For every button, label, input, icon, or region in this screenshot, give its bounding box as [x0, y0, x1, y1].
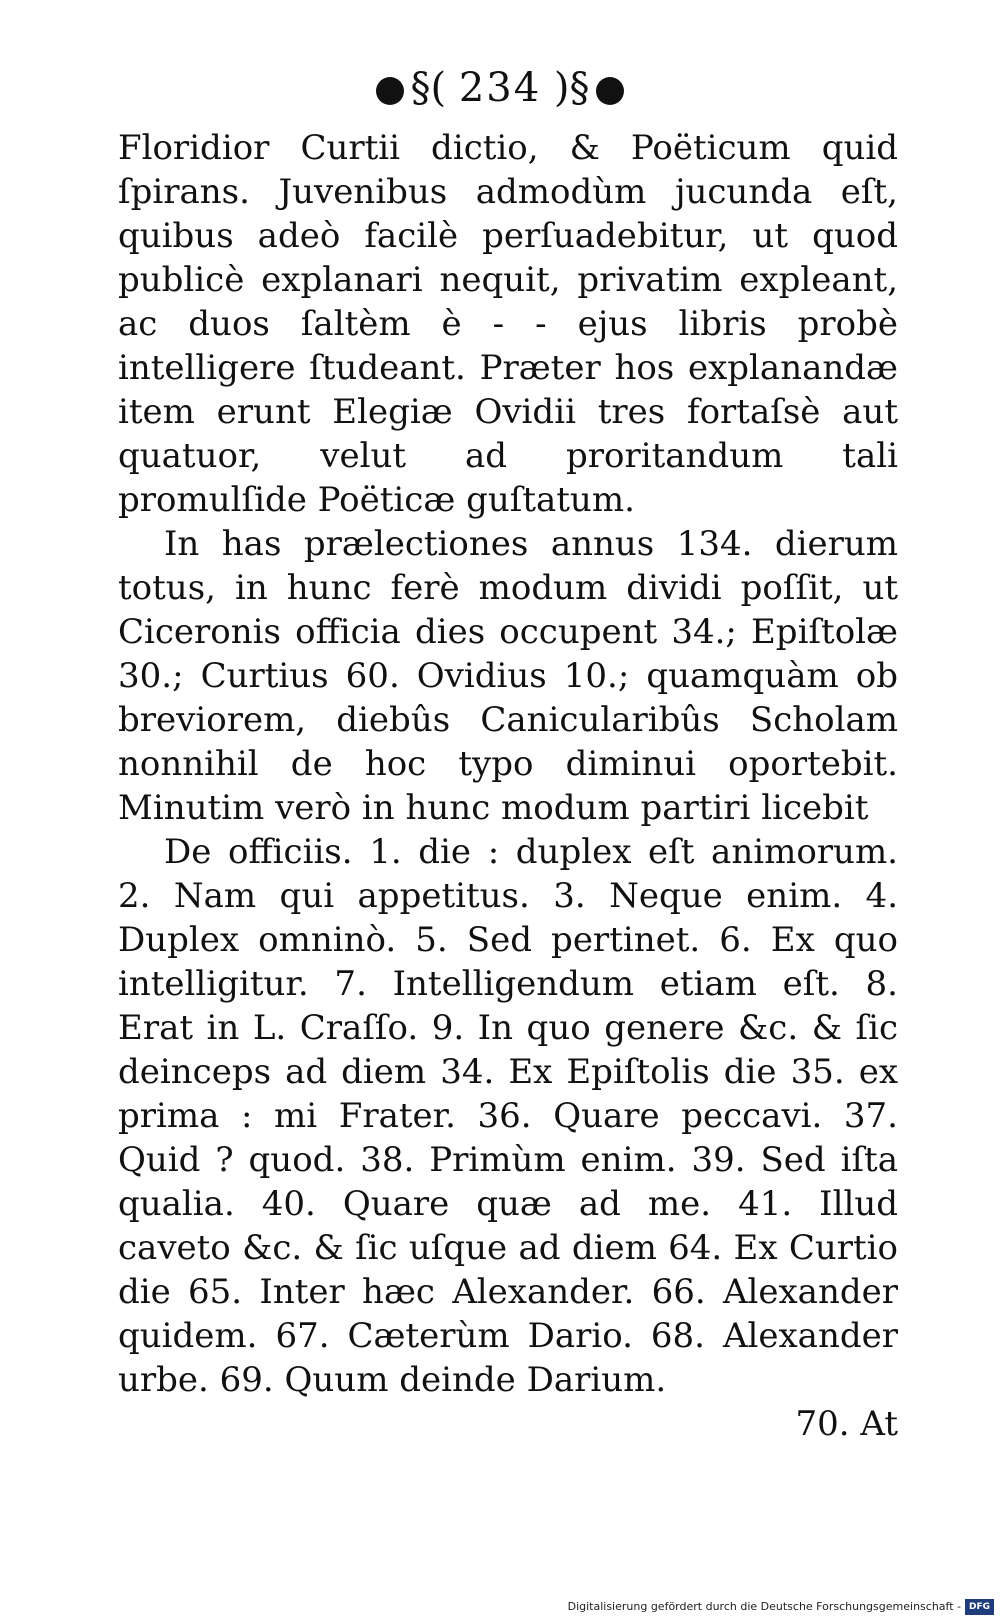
credit-text: Digitalisierung gefördert durch die Deutsche Forschungsgemeinschaft -: [567, 1600, 961, 1613]
catchword-line: 70. At: [795, 1404, 898, 1444]
paragraph-2: In has prælectiones annus 134. dierum totus, in hunc ferè modum dividi poſſit, ut Ciceronis officia dies occupent 34.; Epiſtolæ 30.; Curtius 60. Ovidius 10.; quamquàm ob breviorem, diebûs Canicularibûs Scholam nonnihil de hoc typo diminui oportebit. Minutim verò in hunc modum partiri licebit: [118, 524, 898, 828]
header-bracket-right: )§: [553, 65, 590, 111]
ornament-icon: [376, 77, 404, 105]
dfg-logo: DFG: [965, 1599, 994, 1615]
digitization-credit: [560, 1596, 1000, 1618]
header-bracket-left: §(: [410, 65, 447, 111]
body-text: [118, 126, 898, 1446]
page-number: 234: [458, 65, 542, 111]
paragraph-3: De officiis. 1. die : duplex eſt animorum. 2. Nam qui appetitus. 3. Neque enim. 4. Duplex omninò. 5. Sed pertinet. 6. Ex quo intelligitur. 7. Intelligendum etiam eſt. 8. Erat in L. Craſſo. 9. In quo genere &c. & ſic deinceps ad diem 34. Ex Epiſtolis die 35. ex prima : mi Frater. 36. Quare peccavi. 37. Quid ? quod. 38. Primùm enim. 39. Sed iſta qualia. 40. Quare quæ ad me. 41. Illud caveto &c. & ſic uſque ad diem 64. Ex Curtio die 65. Inter hæc Alexander. 66. Alexander quidem. 67. Cæterùm Dario. 68. Alexander urbe. 69. Quum deinde Darium.: [118, 832, 898, 1400]
ornament-icon: [596, 77, 624, 105]
page-header: [0, 62, 1000, 114]
paragraph-1: Floridior Curtii dictio, & Poëticum quid ſpirans. Juvenibus admodùm jucunda eſt, quibus adeò facilè perſuadebitur, ut quod publicè explanari nequit, privatim expleant, ac duos ſaltèm è - - ejus libris probè intelligere ſtudeant. Præter hos explanandæ item erunt Elegiæ Ovidii tres fortaſsè aut quatuor, velut ad proritandum tali promulſide Poëticæ guſtatum.: [118, 128, 898, 520]
